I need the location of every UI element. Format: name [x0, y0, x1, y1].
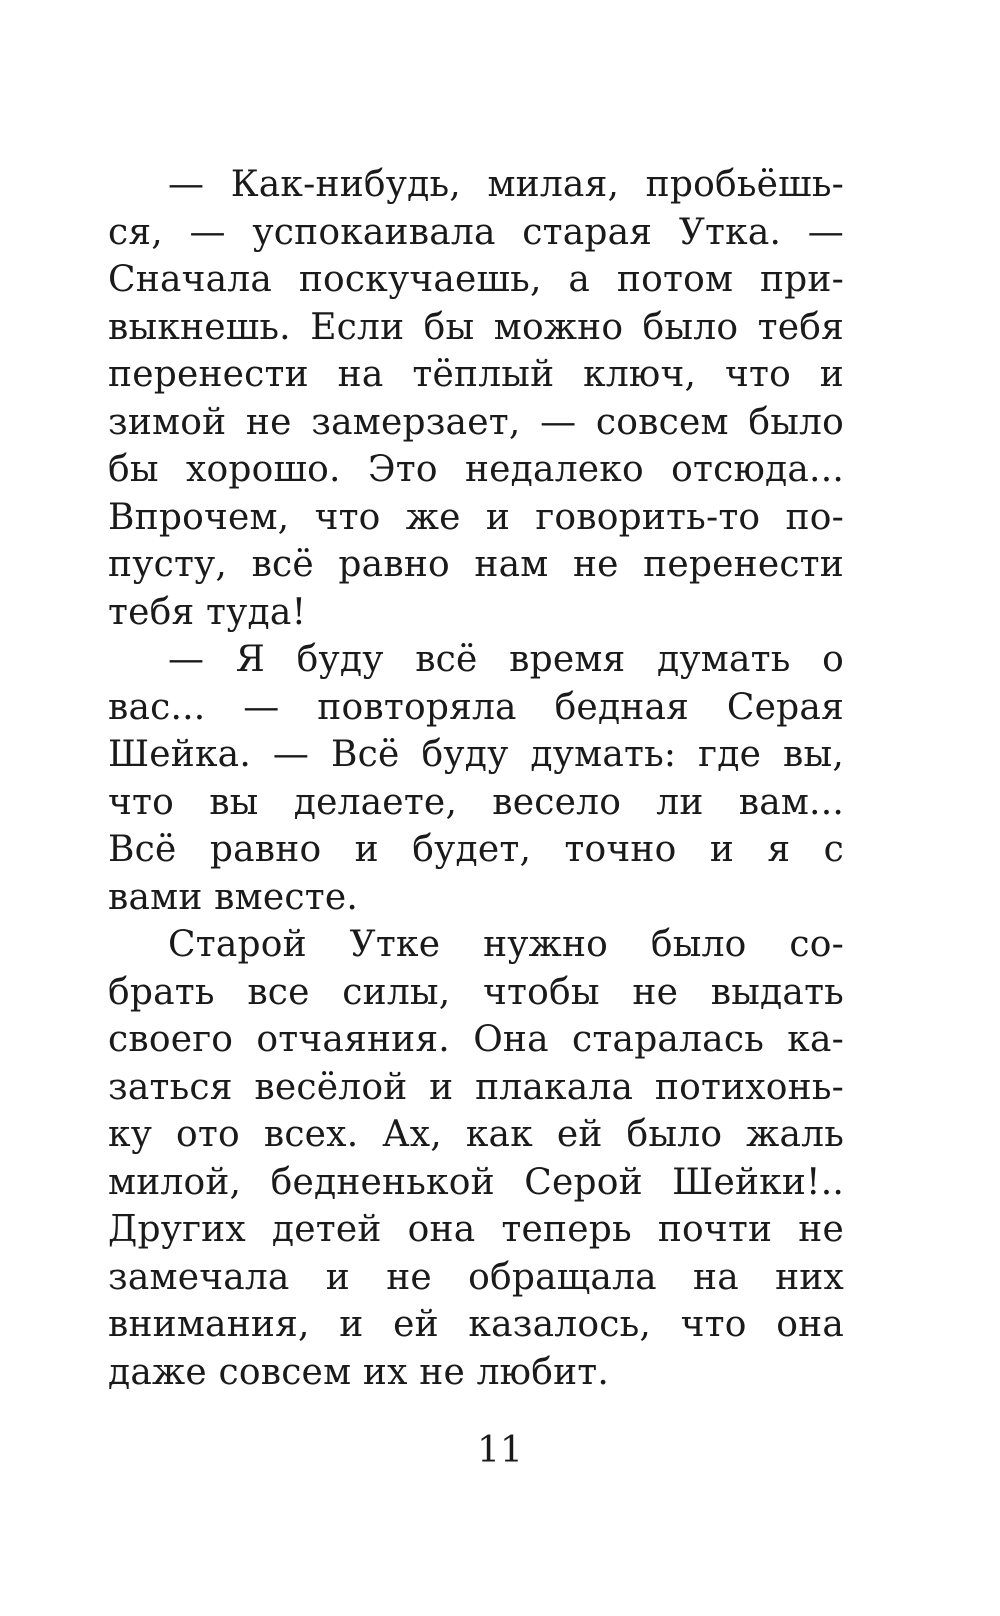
text-line: вами вместе. [108, 876, 358, 918]
text-line: ся, — успокаивала старая Утка. — [108, 211, 844, 253]
paragraph-1 [108, 161, 844, 636]
text-line: пусту, всё равно нам не перенести [108, 544, 844, 585]
text-line: тебя туда! [108, 591, 307, 633]
text-line: милой, бедненькой Серой Шейки!.. [108, 1161, 844, 1203]
text-line: своего отчаяния. Она старалась ка- [108, 1019, 844, 1060]
text-line: перенести на тёплый ключ, что и [108, 354, 844, 395]
text-line: что вы делаете, весело ли вам... [108, 781, 844, 823]
text-line: бы хорошо. Это недалеко отсюда... [108, 449, 844, 490]
text-line: Всё равно и будет, точно и я с [108, 829, 844, 870]
text-line: зимой не замерзает, — совсем было [108, 401, 844, 443]
text-line: — Я буду всё время думать о [168, 639, 844, 680]
text-line: брать все силы, чтобы не выдать [108, 971, 844, 1013]
text-line: Других детей она теперь почти не [108, 1209, 844, 1250]
text-line: даже совсем их не любит. [108, 1351, 610, 1393]
text-line: Шейка. — Всё буду думать: где вы, [108, 734, 844, 775]
text-line: Старой Утке нужно было со- [168, 924, 844, 965]
text-line: заться весёлой и плакала потихонь- [108, 1066, 844, 1108]
text-line: выкнешь. Если бы можно было тебя [108, 306, 844, 348]
page-number: 11 [477, 1430, 523, 1471]
text-line: внимания, и ей казалось, что она [108, 1304, 844, 1345]
text-line: вас... — повторяла бедная Серая [108, 686, 844, 728]
text-line: Впрочем, что же и говорить-то по- [108, 496, 844, 538]
text-line: Сначала поскучаешь, а потом при- [108, 259, 844, 300]
text-line: замечала и не обращала на них [108, 1256, 844, 1298]
paragraph-2 [108, 636, 844, 921]
paragraph-3 [108, 921, 844, 1396]
page-body [108, 161, 844, 1396]
text-line: — Как-нибудь, милая, пробьёшь- [168, 164, 844, 205]
text-line: ку ото всех. Ах, как ей было жаль [108, 1114, 844, 1155]
